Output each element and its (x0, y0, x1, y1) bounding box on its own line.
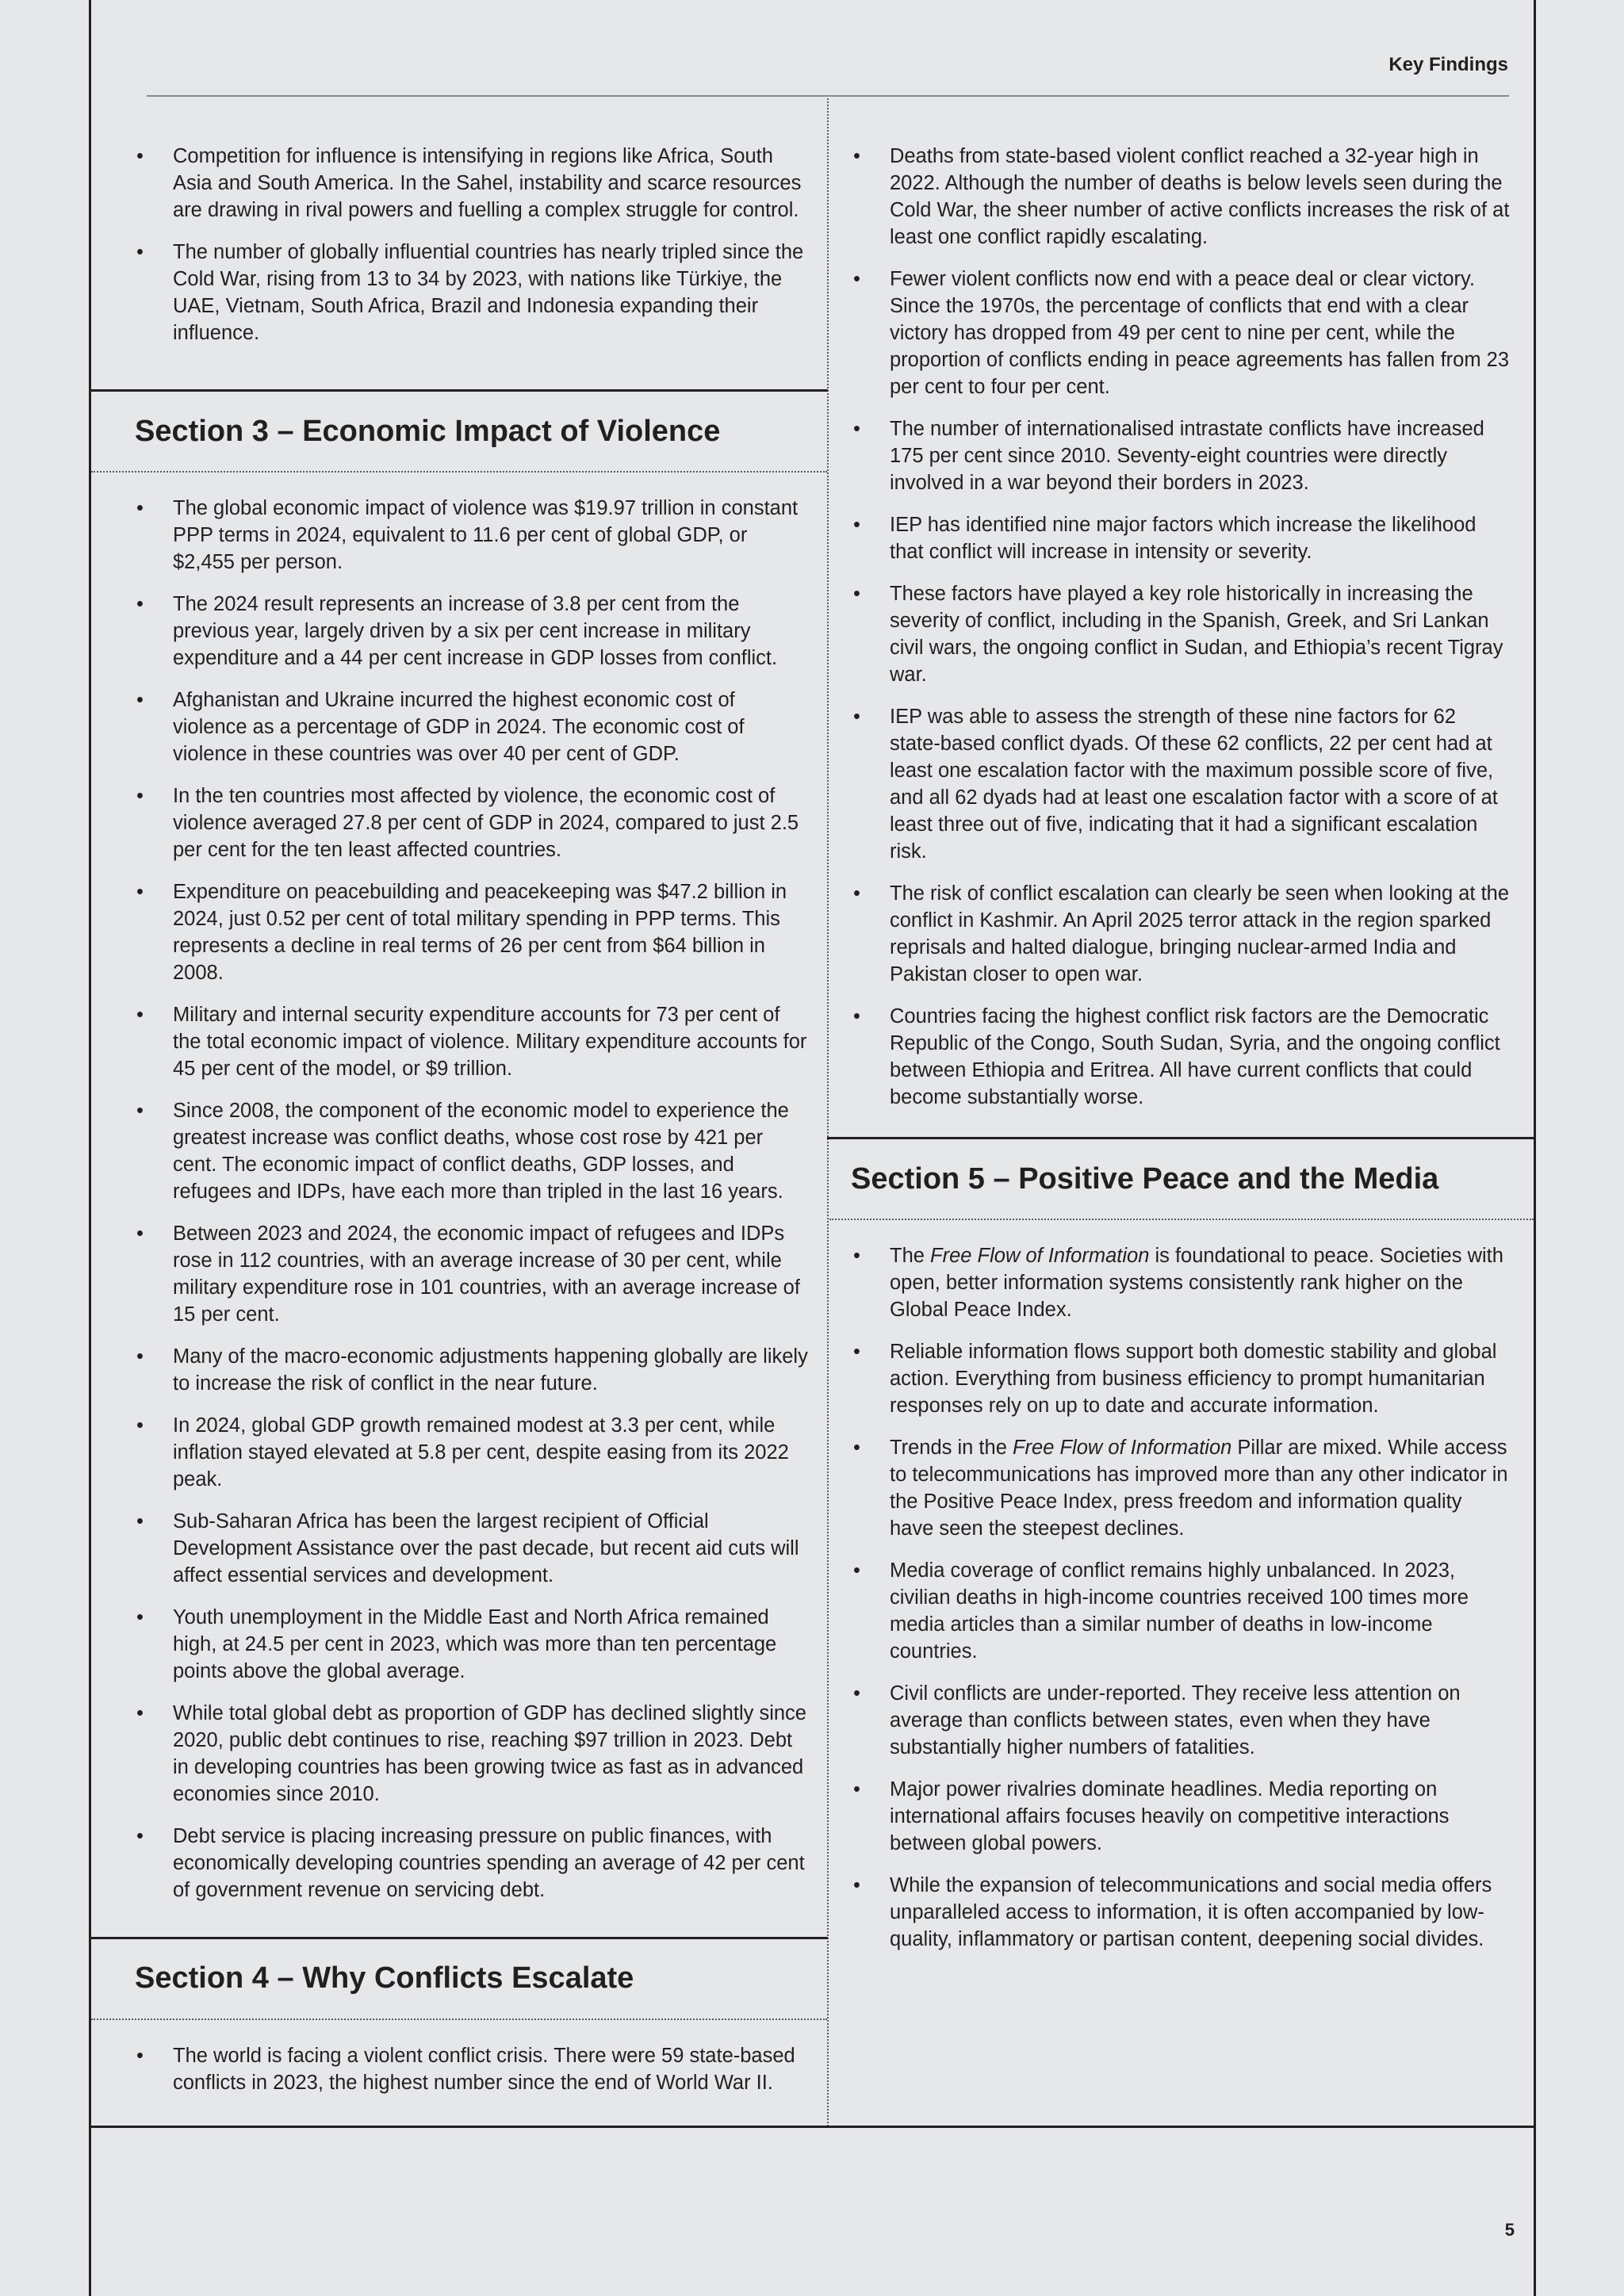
list-item: • Between 2023 and 2024, the economic impact of refugees and IDPs rose in 112 countries, with an average increase of 30 per cent, while military expenditure rose in 101 countries, with an average increase of 15 per cent. (135, 1220, 809, 1328)
section-4-bullet-list (135, 2042, 809, 2111)
section-5-bullet-list (852, 1242, 1510, 1968)
content-bottom-rule (89, 2126, 1536, 2128)
section-4-title-divider (91, 2019, 827, 2020)
list-item: • In 2024, global GDP growth remained modest at 3.3 per cent, while inflation stayed elevated at 5.8 per cent, despite easing from its 2022 peak. (135, 1412, 809, 1493)
section-5-title: Section 5 – Positive Peace and the Media (851, 1162, 1439, 1196)
list-item: • Military and internal security expenditure accounts for 73 per cent of the total economic impact of violence. Military expenditure accounts for 45 per cent of the model, or $9 trillion. (135, 1001, 809, 1082)
list-item: • Sub-Saharan Africa has been the largest recipient of Official Development Assistance over the past decade, but recent aid cuts will affect essential services and development. (135, 1508, 809, 1589)
list-item: • While the expansion of telecommunications and social media offers unparalleled access to information, it is often accompanied by low-quality, inflammatory or partisan content, deepening social divides. (852, 1872, 1510, 1953)
list-item: • Deaths from state-based violent conflict reached a 32-year high in 2022. Although the number of deaths is below levels seen during the Cold War, the sheer number of active conflicts increases the risk of at least one conflict rapidly escalating. (852, 143, 1510, 251)
section-3-title-divider (91, 471, 827, 473)
page-left-border (89, 0, 91, 2296)
list-item: • Youth unemployment in the Middle East and North Africa remained high, at 24.5 per cent in 2023, which was more than ten percentage points above the global average. (135, 1604, 809, 1685)
list-item: • Fewer violent conflicts now end with a peace deal or clear victory. Since the 1970s, the percentage of conflicts that end with a clear victory has dropped from 49 per cent to nine per cent, while the proportion of conflicts ending in peace agreements has fallen from 23 per cent to four per cent. (852, 266, 1510, 400)
list-item: • The global economic impact of violence was $19.97 trillion in constant PPP terms in 2024, equivalent to 11.6 per cent of global GDP, or $2,455 per person. (135, 495, 809, 576)
section-4-title: Section 4 – Why Conflicts Escalate (135, 1961, 634, 1995)
list-item: • These factors have played a key role historically in increasing the severity of conflict, including in the Spanish, Greek, and Sri Lankan civil wars, the ongoing conflict in Sudan, and Ethiopia’s recent Tigray war. (852, 580, 1510, 688)
column-divider (827, 98, 829, 2126)
section-3-top-rule (89, 389, 828, 392)
section-3-bullet-list (135, 495, 809, 1919)
list-item: • IEP was able to assess the strength of these nine factors for 62 state-based conflict dyads. Of these 62 conflicts, 22 per cent had at least one escalation factor with the maximum possible score of five, and all 62 dyads had at least one escalation factor with a score of at least three out of five, indicating that it had a significant escalation risk. (852, 703, 1510, 865)
right-top-bullet-list (852, 143, 1510, 1126)
list-item: • The 2024 result represents an increase of 3.8 per cent from the previous year, largely driven by a six per cent increase in military expenditure and a 44 per cent increase in GDP losses from conflict. (135, 591, 809, 672)
section-5-top-rule (827, 1137, 1534, 1139)
list-item: • Many of the macro-economic adjustments happening globally are likely to increase the risk of conflict in the near future. (135, 1343, 809, 1397)
list-item: • The risk of conflict escalation can clearly be seen when looking at the conflict in Kashmir. An April 2025 terror attack in the region sparked reprisals and halted dialogue, bringing nuclear-armed India and Pakistan closer to open war. (852, 880, 1510, 988)
list-item: • The Free Flow of Information is foundational to peace. Societies with open, better information systems consistently rank higher on the Global Peace Index. (852, 1242, 1510, 1323)
list-item: • Media coverage of conflict remains highly unbalanced. In 2023, civilian deaths in high-income countries received 100 times more media articles than a similar number of deaths in low-income countries. (852, 1557, 1510, 1665)
page-right-border (1534, 0, 1536, 2296)
header-label: Key Findings (1388, 54, 1508, 75)
section-3-title: Section 3 – Economic Impact of Violence (135, 415, 721, 448)
list-item: • Since 2008, the component of the economic model to experience the greatest increase was conflict deaths, whose cost rose by 421 per cent. The economic impact of conflict deaths, GDP losses, and refugees and IDPs, have each more than tripled in the last 16 years. (135, 1097, 809, 1205)
list-item: • Debt service is placing increasing pressure on public finances, with economically developing countries spending an average of 42 per cent of government revenue on servicing debt. (135, 1823, 809, 1904)
list-item: • In the ten countries most affected by violence, the economic cost of violence averaged 27.8 per cent of GDP in 2024, compared to just 2.5 per cent for the ten least affected countries. (135, 783, 809, 863)
list-item: • IEP has identified nine major factors which increase the likelihood that conflict will increase in intensity or severity. (852, 511, 1510, 565)
list-item: • Expenditure on peacebuilding and peacekeeping was $47.2 billion in 2024, just 0.52 per cent of total military spending in PPP terms. This represents a decline in real terms of 26 per cent from $64 billion in 2008. (135, 878, 809, 986)
section-5-title-divider (829, 1219, 1534, 1220)
list-item: • Countries facing the highest conflict risk factors are the Democratic Republic of the Congo, South Sudan, Syria, and the ongoing conflict between Ethiopia and Eritrea. All have current conflicts that could become substantially worse. (852, 1003, 1510, 1111)
header-rule (147, 95, 1509, 97)
list-item: • Afghanistan and Ukraine incurred the highest economic cost of violence as a percentage of GDP in 2024. The economic cost of violence in these countries was over 40 per cent of GDP. (135, 687, 809, 767)
list-item: • Trends in the Free Flow of Information Pillar are mixed. While access to telecommunications has improved more than any other indicator in the Positive Peace Index, press freedom and information quality have seen the steepest declines. (852, 1434, 1510, 1542)
list-item: • The number of internationalised intrastate conflicts have increased 175 per cent since 2010. Seventy-eight countries were directly involved in a war beyond their borders in 2023. (852, 415, 1510, 496)
list-item: • The world is facing a violent conflict crisis. There were 59 state-based conflicts in 2023, the highest number since the end of World War II. (135, 2042, 809, 2096)
left-top-bullet-list (135, 143, 809, 362)
list-item: • Civil conflicts are under-reported. They receive less attention on average than conflicts between states, even when they have substantially higher numbers of fatalities. (852, 1680, 1510, 1761)
section-4-top-rule (89, 1937, 828, 1939)
list-item: • The number of globally influential countries has nearly tripled since the Cold War, rising from 13 to 34 by 2023, with nations like Türkiye, the UAE, Vietnam, South Africa, Brazil and Indonesia expanding their influence. (135, 239, 809, 346)
list-item: • While total global debt as proportion of GDP has declined slightly since 2020, public debt continues to rise, reaching $97 trillion in 2023. Debt in developing countries has been growing twice as fast as in advanced economies since 2010. (135, 1700, 809, 1808)
list-item: • Competition for influence is intensifying in regions like Africa, South Asia and South America. In the Sahel, instability and scarce resources are drawing in rival powers and fuelling a complex struggle for control. (135, 143, 809, 224)
list-item: • Major power rivalries dominate headlines. Media reporting on international affairs focuses heavily on competitive interactions between global powers. (852, 1776, 1510, 1857)
list-item: • Reliable information flows support both domestic stability and global action. Everything from business efficiency to prompt humanitarian responses rely on up to date and accurate information. (852, 1338, 1510, 1419)
page-number: 5 (1504, 2220, 1515, 2240)
